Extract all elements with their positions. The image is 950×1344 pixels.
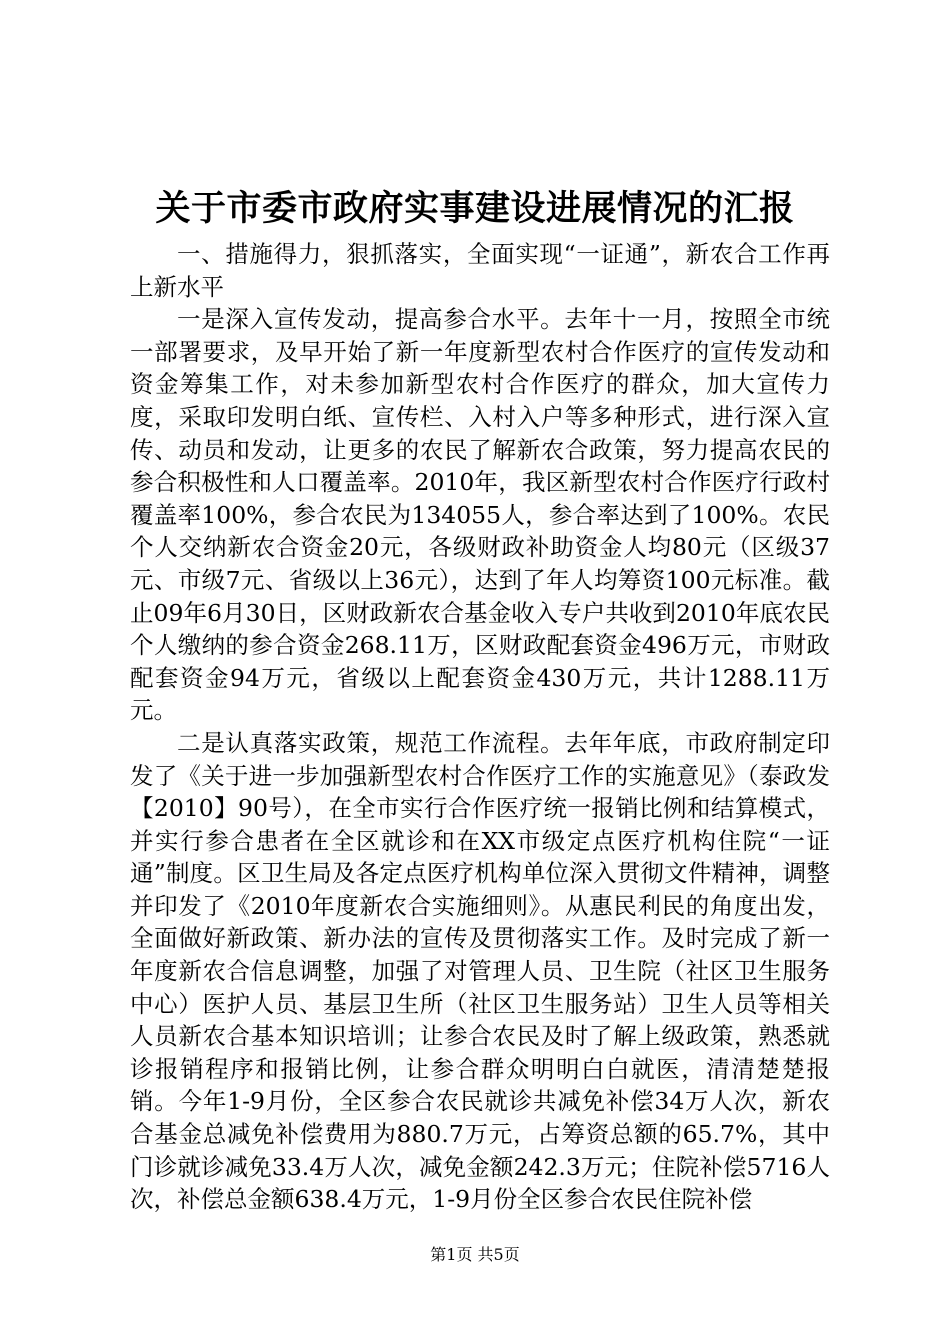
body-paragraph-2: 二是认真落实政策，规范工作流程。去年年底，市政府制定印发了《关于进一步加强新型农村合作医疗工作的实施意见》（泰政发【2010】90号），在全市实行合作医疗统一报销比例和结算模式，并实行参合患者在全区就诊和在XX市级定点医疗机构住院“一证通”制度。区卫生局及各定点医疗机构单位深入贯彻文件精神，调整并印发了《2010年度新农合实施细则》。从惠民利民的角度出发，全面做好新政策、新办法的宣传及贯彻落实工作。及时完成了新一年度新农合信息调整，加强了对管理人员、卫生院（社区卫生服务中心）医护人员、基层卫生所（社区卫生服务站）卫生人员等相关人员新农合基本知识培训；让参合农民及时了解上级政策，熟悉就诊报销程序和报销比例，让参合群众明明白白就医，清清楚楚报销。今年1-9月份，全区参合农民就诊共减免补偿34万人次，新农合基金总减免补偿费用为880.7万元，占筹资总额的65.7%，其中门诊就诊减免33.4万人次，减免金额242.3万元；住院补偿5716人次，补偿总金额638.4万元，1-9月份全区参合农民住院补偿 [130, 728, 830, 1214]
document-body [130, 238, 830, 1216]
section-heading-paragraph: 一、措施得力，狠抓落实，全面实现“一证通”，新农合工作再上新水平 [130, 240, 830, 301]
document-title: 关于市委市政府实事建设进展情况的汇报 [155, 188, 795, 229]
body-paragraph-1: 一是深入宣传发动，提高参合水平。去年十一月，按照全市统一部署要求，及早开始了新一年度新型农村合作医疗的宣传发动和资金筹集工作，对未参加新型农村合作医疗的群众，加大宣传力度，采取印发明白纸、宣传栏、入村入户等多种形式，进行深入宣传、动员和发动，让更多的农民了解新农合政策，努力提高农民的参合积极性和人口覆盖率。2010年，我区新型农村合作医疗行政村覆盖率100%，参合农民为134055人，参合率达到了100%。农民个人交纳新农合资金20元，各级财政补助资金人均80元（区级37元、市级7元、省级以上36元），达到了年人均筹资100元标准。截止09年6月30日，区财政新农合基金收入专户共收到2010年底农民个人缴纳的参合资金268.11万，区财政配套资金496万元，市财政配套资金94万元，省级以上配套资金430万元，共计1288.11万元。 [130, 305, 830, 725]
page-number-footer: 第1页 共5页 [430, 1245, 520, 1264]
